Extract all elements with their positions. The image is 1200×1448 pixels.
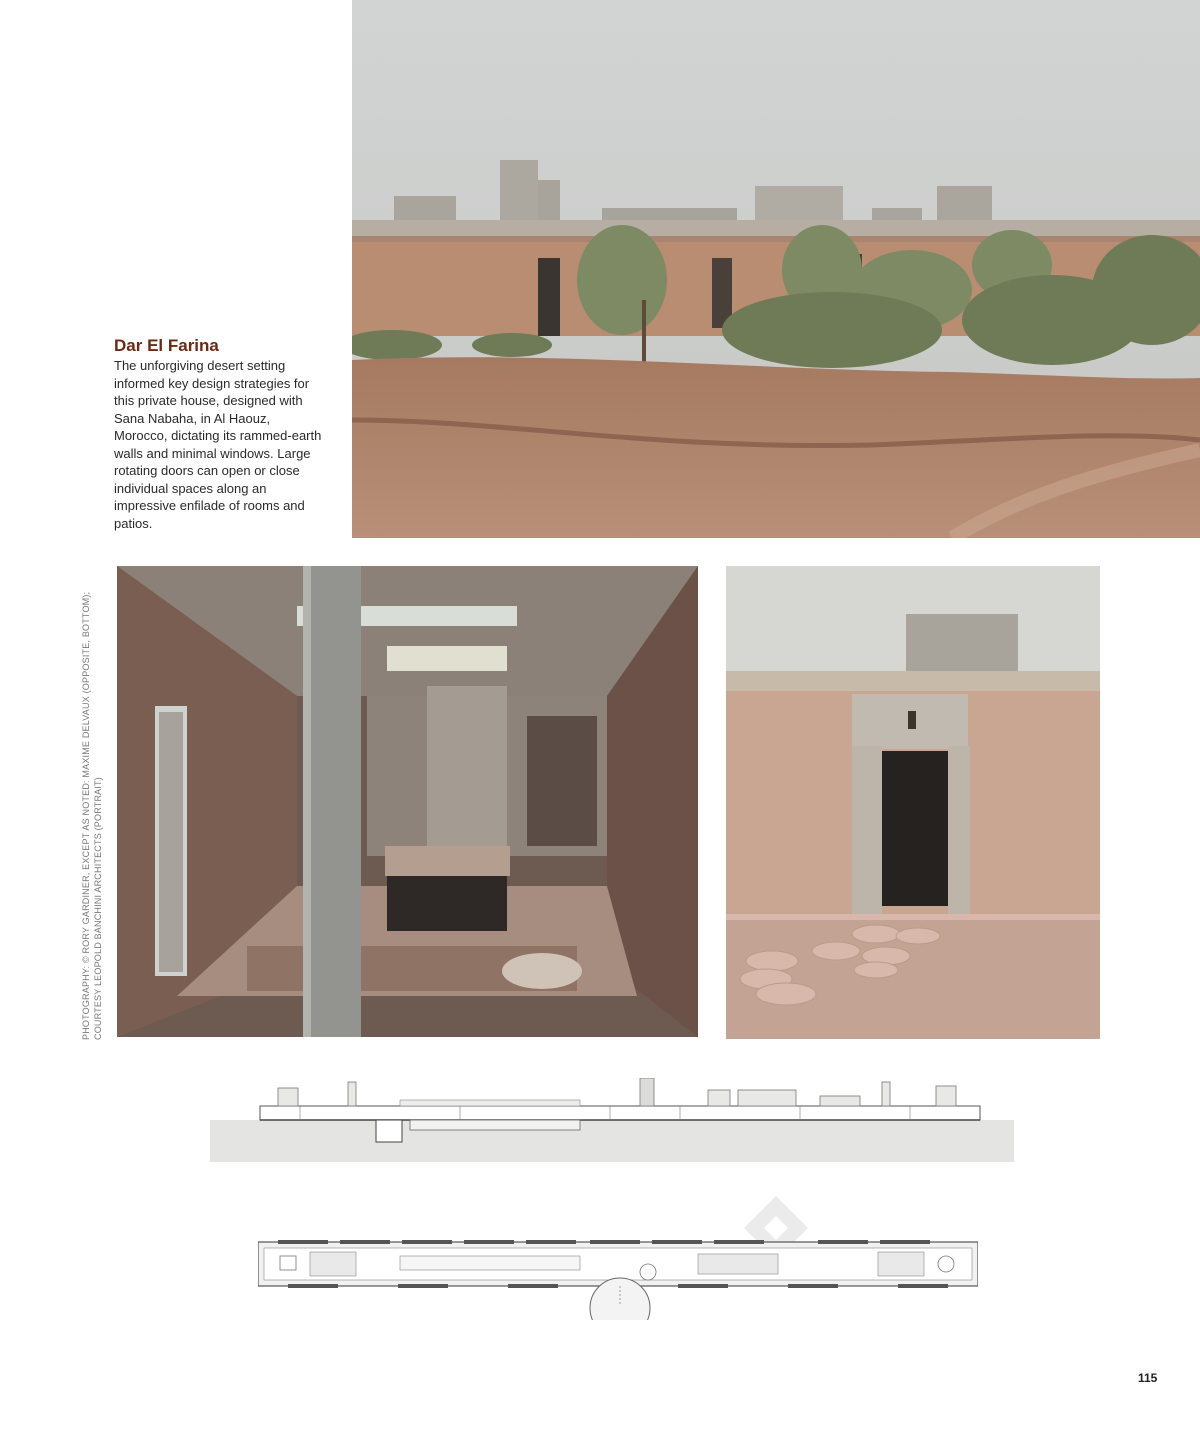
caption-title: Dar El Farina [114, 336, 219, 355]
section-drawing [210, 1078, 1014, 1162]
interior-enfilade-photo [117, 566, 698, 1037]
photo-credit [80, 591, 104, 1040]
photo-credit-line2: COURTESY LEOPOLD BANCHINI ARCHITECTS (PORTRAIT) [93, 777, 103, 1040]
caption-body: The unforgiving desert setting informed key design strategies for this private house, designed with Sana Nabaha, in Al Haouz, Morocco, dictating its rammed-earth walls and minimal windows. Large rotating doors can open or close individual spaces along an impressive enfilade of rooms and patios. [114, 358, 322, 531]
plan-drawing [258, 1190, 978, 1320]
page-number: 115 [1138, 1371, 1158, 1385]
photo-credit-line1: PHOTOGRAPHY: © RORY GARDINER, EXCEPT AS NOTED: MAXIME DELVAUX (OPPOSITE, BOTTOM); [81, 591, 91, 1040]
courtyard-pool-photo [726, 566, 1100, 1039]
exterior-desert-photo [352, 0, 1200, 538]
